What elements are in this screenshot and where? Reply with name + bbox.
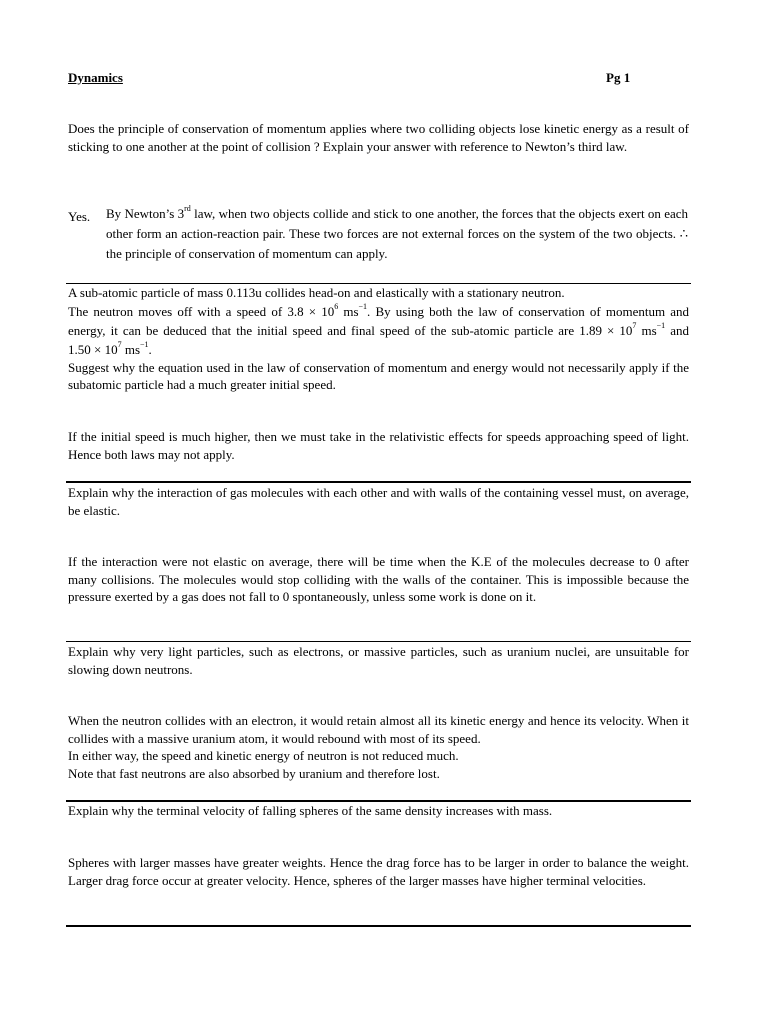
question-2-text-b: . By using both the law of conservation of momentum and energy, it can be deduced that the initial speed and final speed of the sub-atomic particle are	[68, 303, 689, 338]
divider-3	[66, 641, 691, 642]
answer-5: Spheres with larger masses have greater weights. Hence the drag force has to be larger in order to balance the weight. Larger drag force occur at greater velocity. Hence, spheres of the larger masses have higher terminal velocities.	[68, 855, 689, 888]
neutron-speed-unit: ms	[338, 303, 359, 319]
initial-speed-value: 1.89 × 10	[579, 322, 633, 338]
final-speed-exponent: 7	[117, 339, 122, 349]
question-2-end: .	[148, 341, 152, 357]
question-2	[68, 284, 689, 394]
answer-1-label: Yes.	[68, 209, 91, 224]
therefore-symbol: ∴	[679, 226, 688, 241]
answer-4	[68, 712, 689, 782]
divider-2	[66, 481, 691, 483]
final-speed-unit: ms	[121, 341, 141, 357]
question-2-line-1: A sub-atomic particle of mass 0.113u collides head-on and elastically with a stationary neutron.	[68, 285, 565, 300]
answer-1-superscript: rd	[184, 204, 191, 213]
divider-5	[66, 925, 691, 927]
neutron-speed	[287, 301, 368, 319]
page-title: Dynamics	[68, 70, 123, 85]
neutron-speed-value: 3.8 × 10	[287, 303, 335, 319]
answer-1	[106, 204, 688, 264]
question-5: Explain why the terminal velocity of falling spheres of the same density increases with mass.	[68, 803, 553, 818]
final-speed-unit-exponent: −1	[140, 339, 149, 349]
initial-speed	[579, 320, 666, 338]
question-2-line-3: Suggest why the equation used in the law of conservation of momentum and energy would not necessarily apply if the subatomic particle had a much greater initial speed.	[68, 359, 689, 392]
question-3: Explain why the interaction of gas molecules with each other and with walls of the containing vessel must, on average, be elastic.	[68, 485, 689, 518]
answer-1-text-b: law, when two objects collide and stick to one another, the forces that the objects exert on each other form an action-reaction pair. These two forces are not external forces on the system of the two objects.	[106, 206, 688, 241]
answer-4-part-1: When the neutron collides with an electron, it would retain almost all its kinetic energy and hence its velocity. When it collides with a massive uranium atom, it would rebound with most of its speed.	[68, 713, 689, 746]
page-number: Pg 1	[606, 70, 631, 85]
initial-speed-unit: ms	[636, 322, 657, 338]
initial-speed-exponent: 7	[632, 320, 637, 330]
final-speed-value: 1.50 × 10	[68, 341, 118, 357]
question-2-and: and	[665, 322, 689, 338]
question-4: Explain why very light particles, such as electrons, or massive particles, such as uranium nuclei, are unsuitable for slowing down neutrons.	[68, 644, 689, 677]
answer-1-text-c: the principle of conservation of momentum can apply.	[106, 246, 388, 261]
answer-1-text-a: By Newton’s 3	[106, 206, 185, 221]
final-speed	[68, 339, 149, 357]
question-1: Does the principle of conservation of momentum applies where two colliding objects lose kinetic energy as a result of sticking to one another at the point of collision ? Explain your answer with reference to Newton’s third law.	[68, 121, 689, 154]
neutron-speed-unit-exponent: −1	[358, 301, 368, 311]
question-2-text-a: The neutron moves off with a speed of	[68, 303, 288, 319]
answer-2: If the initial speed is much higher, then we must take in the relativistic effects for speeds approaching speed of light. Hence both laws may not apply.	[68, 429, 689, 462]
answer-4-part-2: In either way, the speed and kinetic energy of neutron is not reduced much.	[68, 748, 459, 763]
initial-speed-unit-exponent: −1	[656, 320, 666, 330]
answer-4-part-3: Note that fast neutrons are also absorbed by uranium and therefore lost.	[68, 765, 440, 781]
answer-3: If the interaction were not elastic on average, there will be time when the K.E of the molecules decrease to 0 after many collisions. The molecules would stop colliding with the walls of the container. This is impossible because the pressure exerted by a gas does not fall to 0 spontaneously, unless some work is done on it.	[68, 554, 689, 604]
neutron-speed-exponent: 6	[334, 301, 339, 311]
question-2-line-2	[68, 302, 689, 359]
